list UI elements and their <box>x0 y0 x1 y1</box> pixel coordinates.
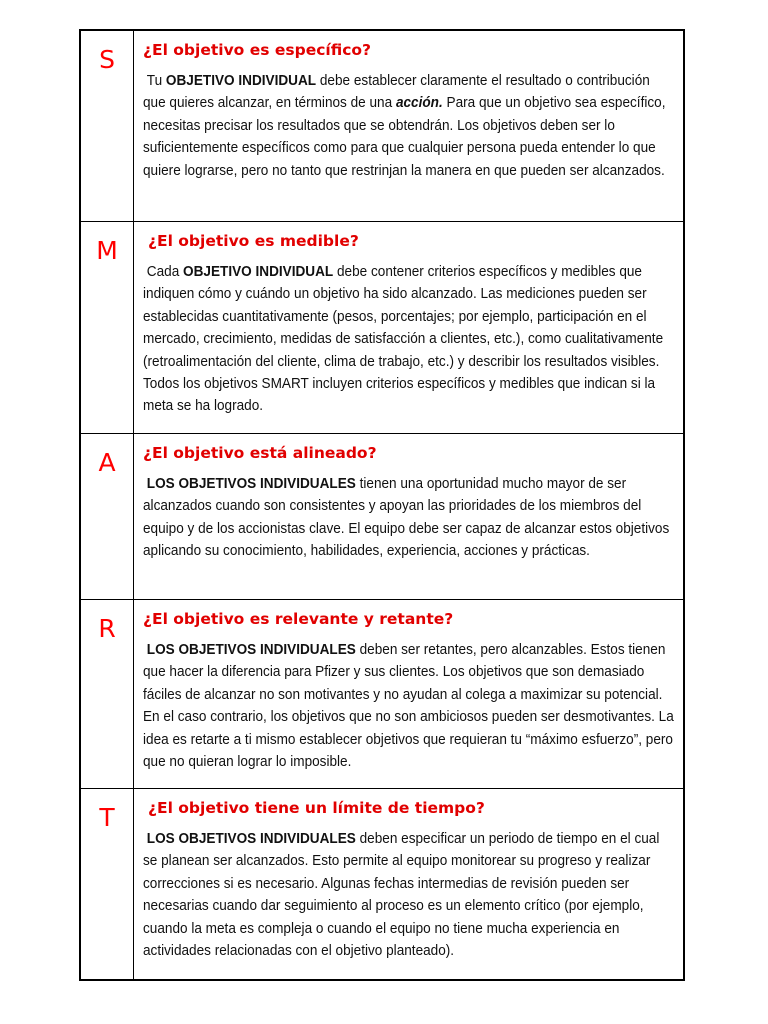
smart-table <box>79 29 685 981</box>
description-measurable: Cada OBJETIVO INDIVIDUAL debe contener criterios específicos y medibles que indiquen cómo y cuándo un objetivo ha sido alcanzado. Las mediciones pueden ser establecidas cuantitativamente (pesos, porcentajes; por ejemplo, participación en el mercado, crecimiento, medidas de satisfacción a clientes, etc.), como cualitativamente (retroalimentación del cliente, clima de trabajo, etc.) y describir los resultados visibles. Todos los objetivos SMART incluyen criterios específicos y medibles que indican si la meta se ha logrado. <box>143 264 664 415</box>
letter-cell <box>81 222 134 433</box>
description-relevant: LOS OBJETIVOS INDIVIDUALES deben ser retantes, pero alcanzables. Estos tienen que hacer la diferencia para Pfizer y sus clientes. Los objetivos que son demasiado fáciles de alcanzar no son motivantes y no ayudan al colega a maximizar su potencial. En el caso contrario, los objetivos que no son ambiciosos pueden ser desmotivantes. La idea es retarte a ti mismo establecer objetivos que requieran tu “máximo esfuerzo”, pero que no quieran lograr lo imposible. <box>143 642 674 771</box>
row-relevant <box>81 600 683 789</box>
letter-t: T <box>99 803 115 832</box>
question-time-bound: ¿El objetivo tiene un límite de tiempo? <box>148 799 485 817</box>
letter-m: M <box>96 236 118 265</box>
row-time-bound <box>81 789 683 979</box>
description-specific: Tu OBJETIVO INDIVIDUAL debe establecer claramente el resultado o contribución que quieres alcanzar, en términos de una acción. Para que un objetivo sea específico, necesitas precisar los resultados que se obtendrán. Los objetivos deben ser lo suficientemente específicos como para que cualquier persona pueda entender lo que quiere lograrse, pero no tanto que restrinjan la manera en que pueden ser alcanzados. <box>143 73 666 179</box>
content-cell <box>134 222 713 433</box>
row-aligned <box>81 434 683 600</box>
letter-cell <box>81 789 134 979</box>
letter-a: A <box>98 448 116 477</box>
row-specific <box>81 31 683 222</box>
content-cell <box>134 434 713 599</box>
content-cell <box>134 31 713 221</box>
description-aligned: LOS OBJETIVOS INDIVIDUALES tienen una oportunidad mucho mayor de ser alcanzados cuando son consistentes y apoyan las prioridades de los miembros del equipo y de los accionistas clave. El equipo debe ser capaz de alcanzar estos objetivos aplicando su conocimiento, habilidades, experiencia, acciones y prácticas. <box>143 476 670 560</box>
description-time-bound: LOS OBJETIVOS INDIVIDUALES deben especificar un periodo de tiempo en el cual se planean ser alcanzados. Esto permite al equipo monitorear su progreso y realizar correcciones si es necesario. Algunas fechas intermedias de revisión pueden ser necesarias cuando dar seguimiento al proceso es un elemento crítico (por ejemplo, cuando la meta es compleja o cuando el equipo no tiene mucha experiencia en actividades relacionadas con el objetivo planteado). <box>143 831 660 960</box>
question-aligned: ¿El objetivo está alineado? <box>143 444 377 462</box>
question-measurable: ¿El objetivo es medible? <box>148 232 359 250</box>
question-specific: ¿El objetivo es específico? <box>143 41 372 59</box>
letter-cell <box>81 31 134 221</box>
letter-r: R <box>98 614 116 643</box>
letter-cell <box>81 434 134 599</box>
question-relevant: ¿El objetivo es relevante y retante? <box>143 610 454 628</box>
content-cell <box>134 789 713 979</box>
letter-cell <box>81 600 134 788</box>
row-measurable <box>81 222 683 434</box>
content-cell <box>134 600 713 788</box>
letter-s: S <box>99 45 115 74</box>
